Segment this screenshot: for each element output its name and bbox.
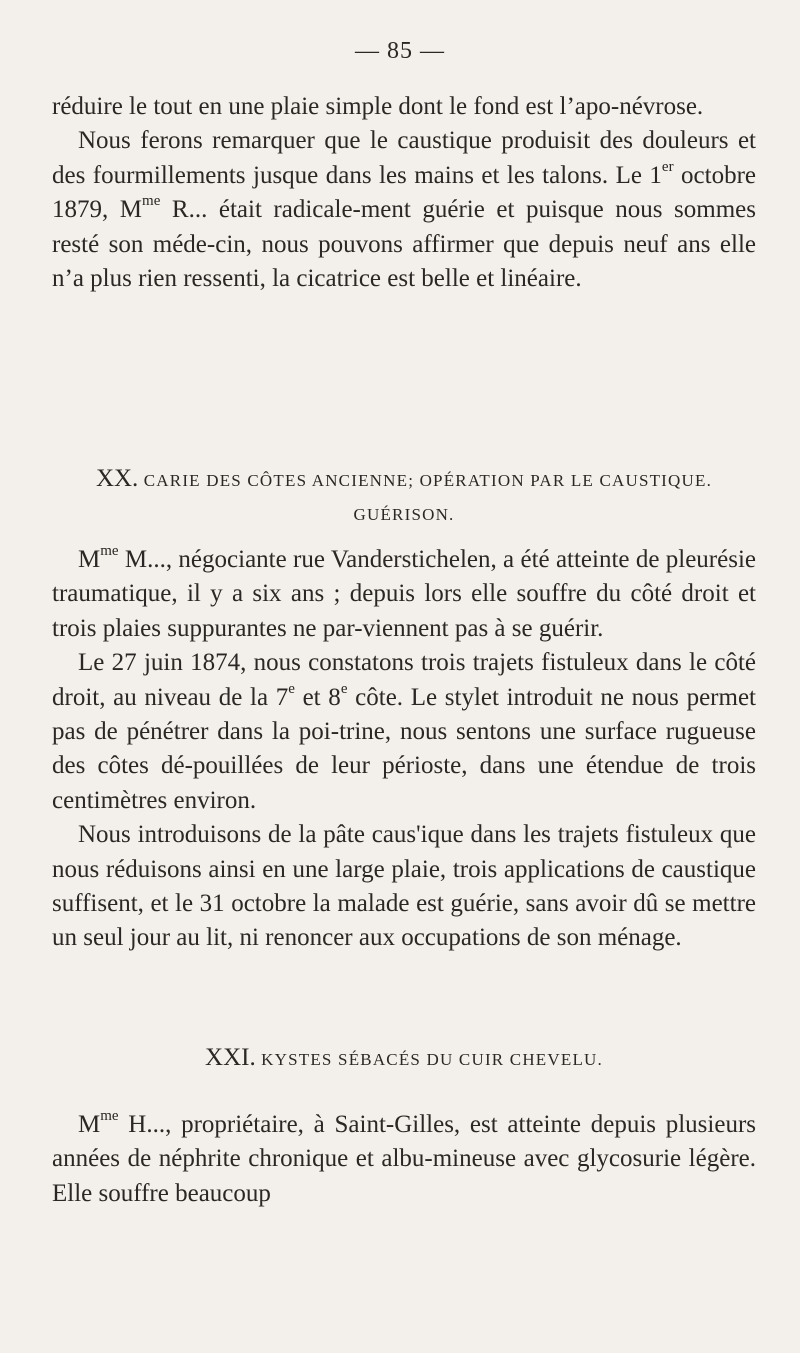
superscript: e [340,680,348,697]
superscript: er [661,158,674,175]
intro-text [52,90,756,296]
paragraph-text-part: 1 [649,161,662,189]
paragraph-text-part: côte. Le stylet introduit ne nous permet pas de pénétrer dans la poi-trine, nous sentons une surface rugueuse des côtes dé-pouillées de leur périoste, dans une étendue de trois centimètres environ. [52,683,756,814]
paragraph-text-part: Le 27 juin 1874, nous constatons trois trajets fistuleux dans le côté droit, au niveau de la 7 [52,649,756,711]
paragraph-treatment: Nous introduisons de la pâte caus'ique dans les trajets fistuleux que nous réduisons ainsi en une large plaie, trois applications de caustique suffisent, et le 31 octobre la malade est guérie, sans avoir dû se mettre un seul jour au lit, ni renoncer aux occupations de son ménage. [52,821,756,952]
page-number: — 85 — [355,38,445,64]
superscript: me [142,193,161,210]
paragraph-text-part: H..., propriétaire, à Saint-Gilles, est atteinte depuis plusieurs années de néphrite chronique et albu-mineuse avec glycosurie légère. Elle souffre beaucoup [52,1111,756,1207]
superscript: e [288,680,295,697]
paragraph-text-part: et 8 [294,683,341,711]
section-number: XX. [95,465,139,492]
paragraph-text-part: M [78,546,101,573]
paragraph-text-part: M..., négociante rue Vanderstichelen, a été atteinte de pleurésie traumatique, il y a six ans ; depuis lors elle souffre du côté droit et trois plaies suppurantes ne par-viennent pas à se guérir. [52,546,756,642]
section-xxi-text [52,1108,756,1211]
section-number: XXI. [205,1044,256,1071]
paragraph-patient-history [52,543,756,646]
superscript: me [100,1108,119,1124]
paragraph-text-part: R... était radicale-ment guérie et puisque nous sommes resté son méde-cin, nous pouvons affirmer que depuis neuf ans elle n’a plus rien ressenti, la cicatrice est belle et linéaire. [52,196,756,293]
paragraph-caustic-remarks [52,124,756,296]
section-title: CARIE DES CÔTES ANCIENNE; OPÉRATION PAR LE CAUSTIQUE. GUÉRISON. [143,471,713,524]
paragraph-text-part: M [78,1111,101,1138]
paragraph-text-part: Nous ferons remarquer que le caustique produisit des douleurs et des fourmillements jusque dans les mains et les talons. Le [52,127,756,189]
section-title: KYSTES SÉBACÉS DU CUIR CHEVELU. [261,1050,603,1069]
paragraph-continuation: réduire le tout en une plaie simple dont le fond est l’apo-névrose. [52,93,704,120]
section-heading-xxi [52,1041,756,1077]
paragraph-text-part: octobre 1879, M [52,161,756,224]
section-heading-xx [52,462,756,532]
superscript: me [100,543,119,559]
paragraph-examination [52,646,756,818]
section-xx-text [52,543,756,956]
paragraph-patient-intro [52,1108,756,1211]
